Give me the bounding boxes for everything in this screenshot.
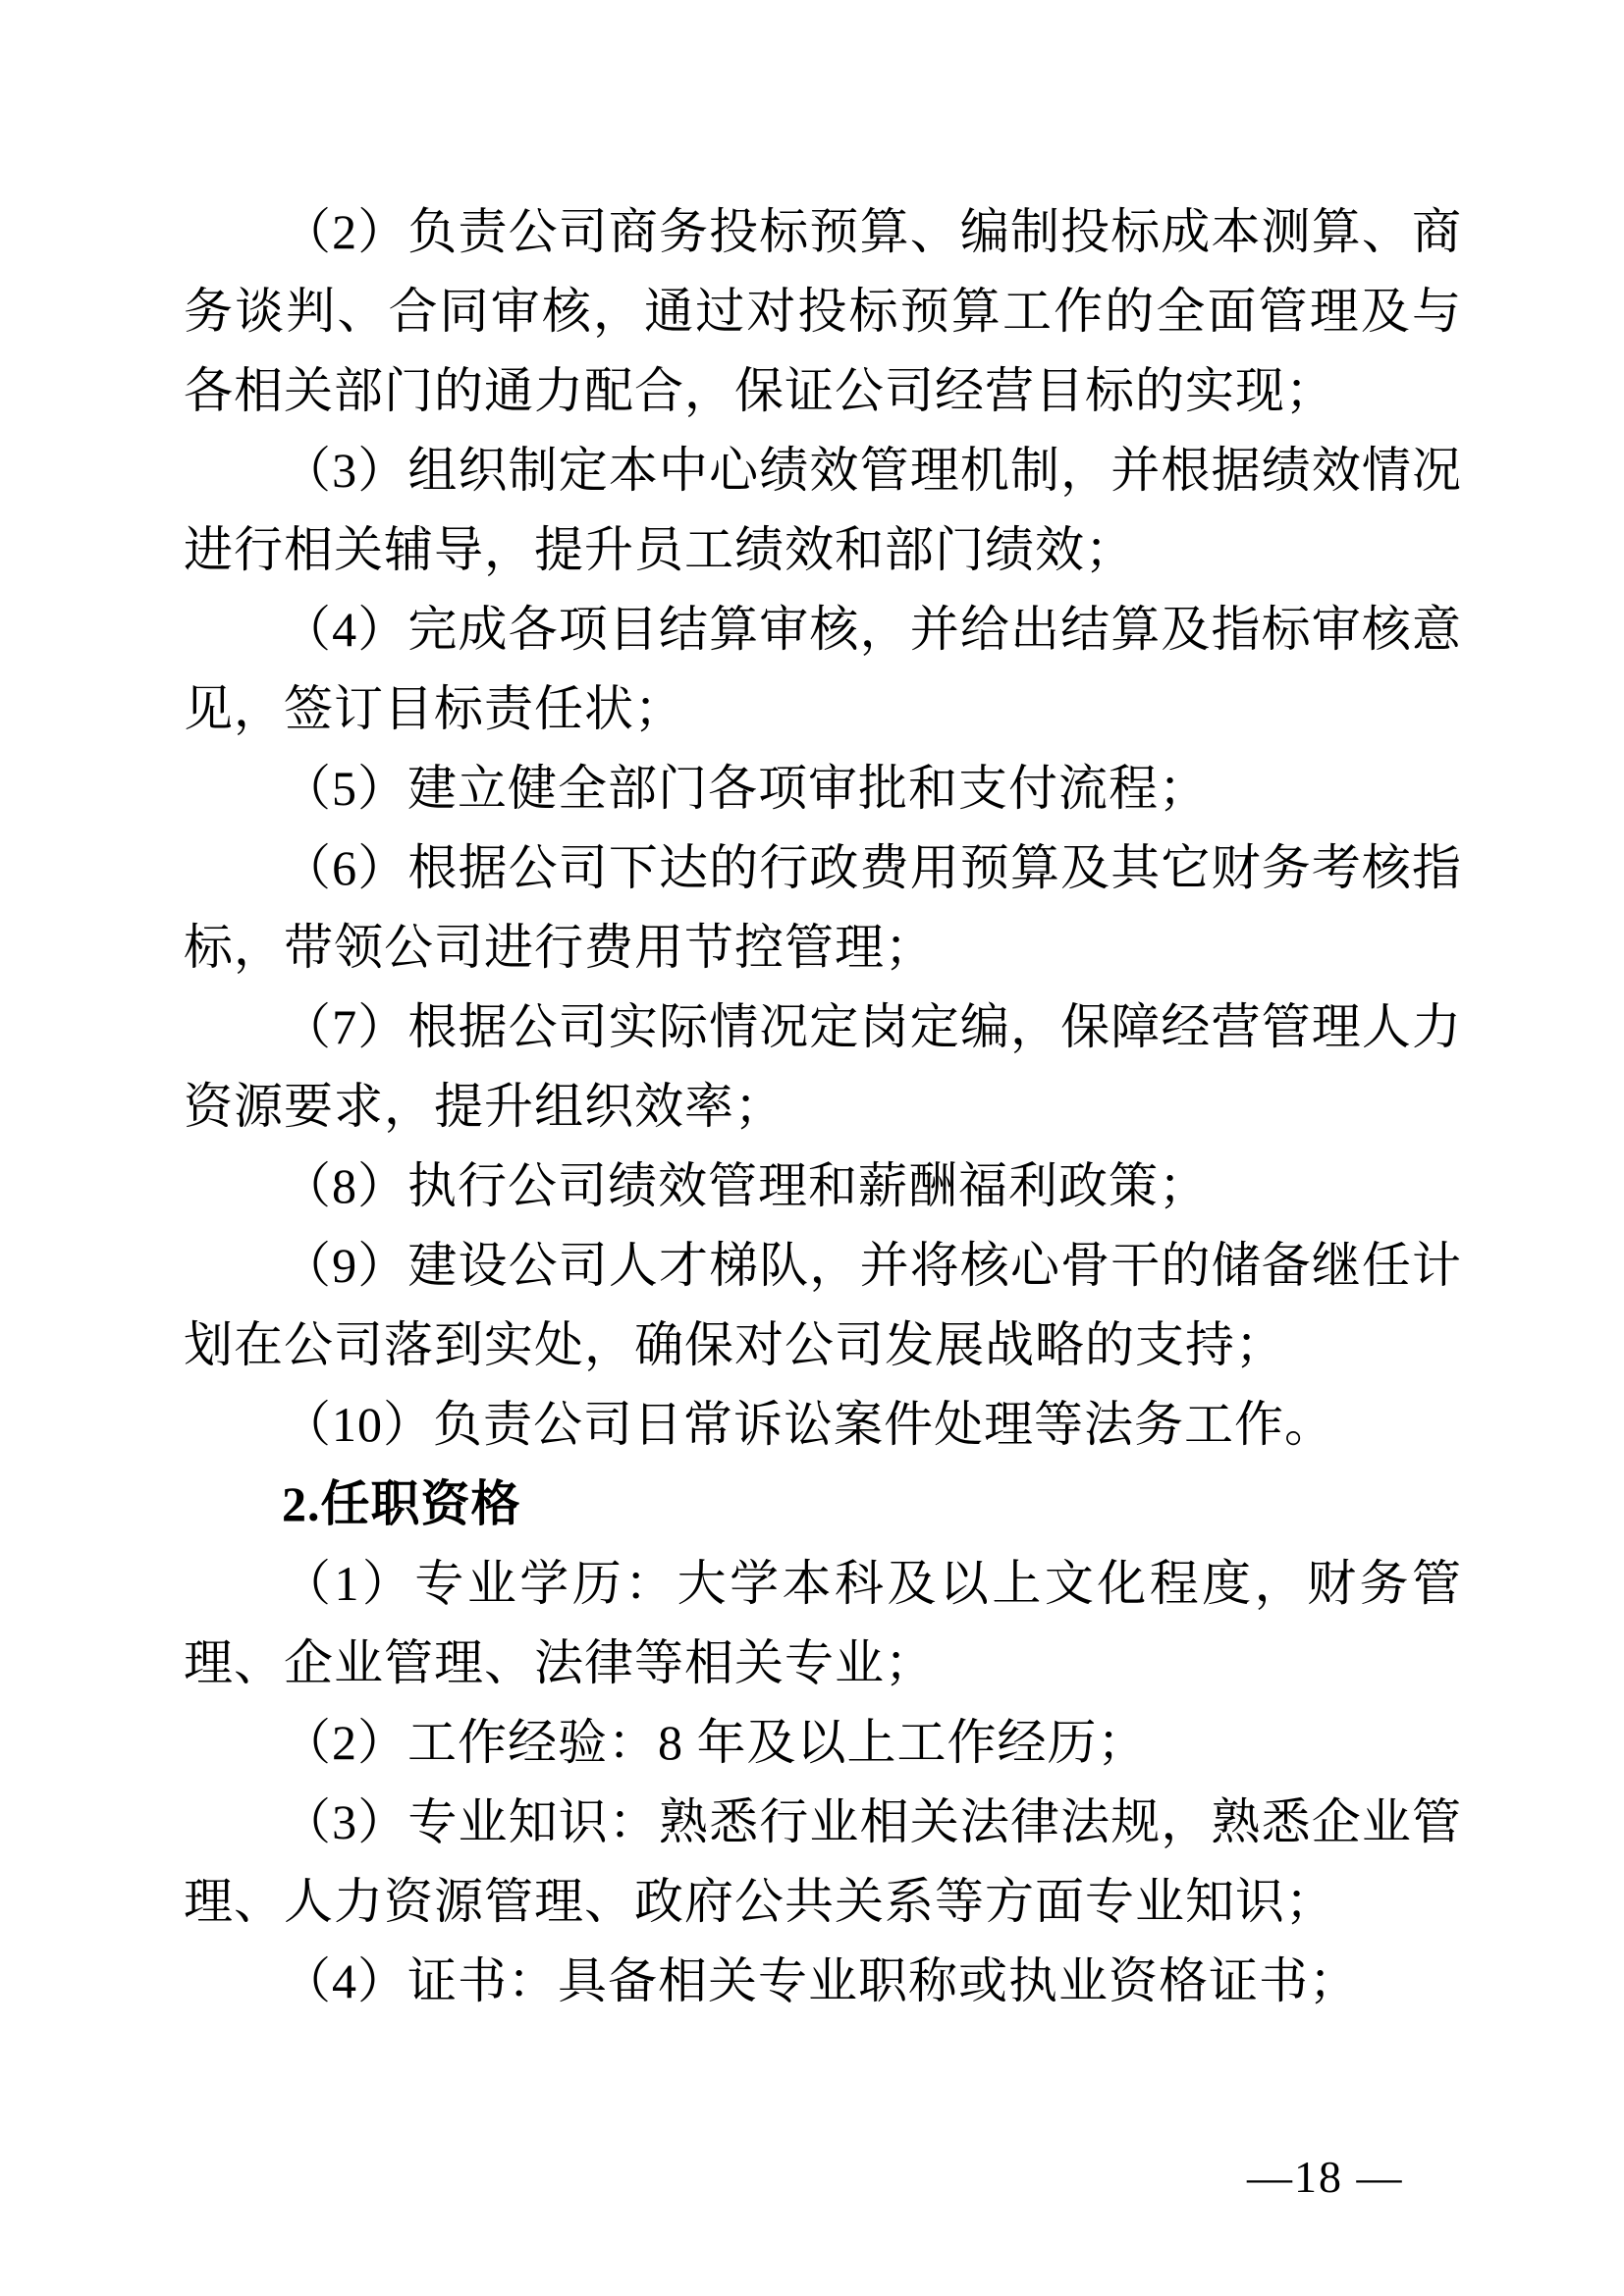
responsibility-item-2: （2）负责公司商务投标预算、编制投标成本测算、商务谈判、合同审核，通过对投标预算工作的全面管理及与各相关部门的通力配合，保证公司经营目标的实现；	[184, 204, 1462, 418]
responsibility-item-4: （4）完成各项目结算审核，并给出结算及指标审核意见，签订目标责任状；	[184, 602, 1462, 736]
document-body	[184, 192, 1462, 2021]
responsibility-item-6: （6）根据公司下达的行政费用预算及其它财务考核指标，带领公司进行费用节控管理；	[184, 840, 1462, 975]
responsibility-item-8: （8）执行公司绩效管理和薪酬福利政策；	[282, 1158, 1209, 1213]
responsibility-item-7: （7）根据公司实际情况定岗定编，保障经营管理人力资源要求，提升组织效率；	[184, 999, 1462, 1134]
responsibility-item-3: （3）组织制定本中心绩效管理机制，并根据绩效情况进行相关辅导，提升员工绩效和部门绩效；	[184, 443, 1462, 577]
section-heading-qualifications: 2.任职资格	[282, 1476, 521, 1531]
page-number: —18 —	[1247, 2152, 1404, 2202]
responsibility-item-5: （5）建立健全部门各项审批和支付流程；	[282, 761, 1209, 816]
qualification-item-1: （1）专业学历：大学本科及以上文化程度，财务管理、企业管理、法律等相关专业；	[184, 1556, 1462, 1690]
responsibility-item-10: （10）负责公司日常诉讼案件处理等法务工作。	[282, 1397, 1334, 1452]
responsibility-item-9: （9）建设公司人才梯队，并将核心骨干的储备继任计划在公司落到实处，确保对公司发展战略的支持；	[184, 1238, 1462, 1372]
qualification-item-2: （2）工作经验：8 年及以上工作经历；	[282, 1715, 1148, 1770]
qualification-item-3: （3）专业知识：熟悉行业相关法律法规，熟悉企业管理、人力资源管理、政府公共关系等方面专业知识；	[184, 1794, 1462, 1929]
qualification-item-4: （4）证书：具备相关专业职称或执业资格证书；	[282, 1953, 1359, 2008]
